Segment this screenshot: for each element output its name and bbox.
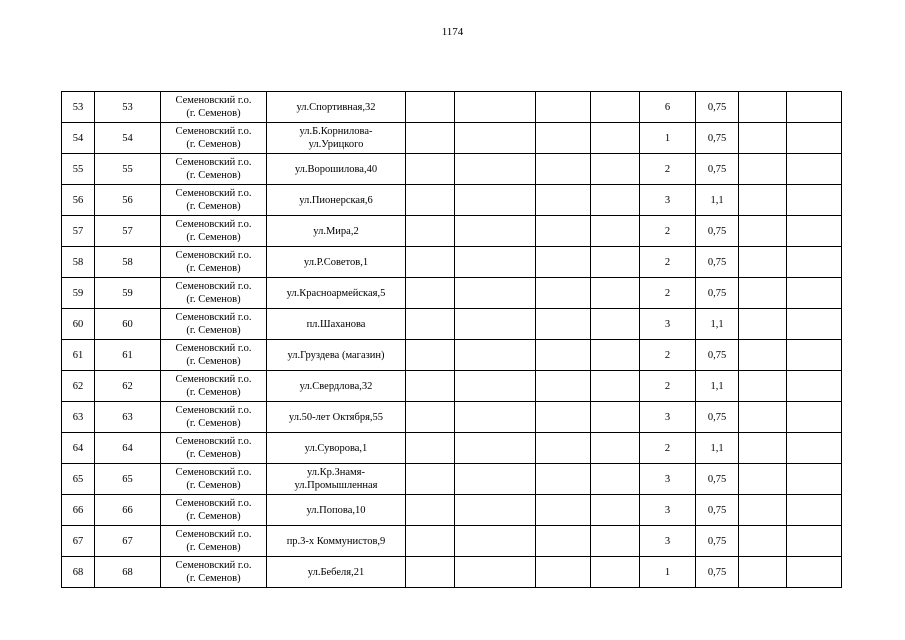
empty-cell	[787, 526, 842, 557]
row-number-cell: 57	[62, 216, 95, 247]
container-volume-cell: 1,1	[696, 309, 739, 340]
address-cell	[267, 123, 406, 154]
container-count-cell: 2	[640, 278, 696, 309]
empty-cell	[536, 278, 591, 309]
address-cell	[267, 464, 406, 495]
table-row	[62, 185, 842, 216]
container-count-cell: 2	[640, 433, 696, 464]
empty-cell	[406, 154, 455, 185]
empty-cell	[739, 557, 787, 588]
district-cell-line2: (г. Семенов)	[186, 387, 241, 398]
container-count-cell: 6	[640, 92, 696, 123]
empty-cell	[455, 464, 536, 495]
district-cell-line2: (г. Семенов)	[186, 139, 241, 150]
empty-cell	[787, 216, 842, 247]
container-volume-cell: 0,75	[696, 464, 739, 495]
address-cell	[267, 340, 406, 371]
site-id-cell: 57	[95, 216, 161, 247]
empty-cell	[591, 371, 640, 402]
address-cell-line2: ул.Урицкого	[308, 139, 364, 150]
empty-cell	[455, 92, 536, 123]
container-count-cell: 3	[640, 309, 696, 340]
empty-cell	[455, 557, 536, 588]
empty-cell	[591, 402, 640, 433]
district-cell-line1: Семеновский г.о.	[175, 436, 252, 447]
table-row	[62, 216, 842, 247]
table-row	[62, 123, 842, 154]
table-row	[62, 371, 842, 402]
empty-cell	[455, 123, 536, 154]
district-cell	[161, 278, 267, 309]
row-number-cell: 67	[62, 526, 95, 557]
empty-cell	[739, 433, 787, 464]
district-cell-line1: Семеновский г.о.	[175, 312, 252, 323]
page-number: 1174	[441, 26, 464, 38]
row-number-cell: 62	[62, 371, 95, 402]
district-cell-line1: Семеновский г.о.	[175, 219, 252, 230]
container-volume-cell: 1,1	[696, 371, 739, 402]
district-cell-line2: (г. Семенов)	[186, 170, 241, 181]
district-cell	[161, 371, 267, 402]
empty-cell	[787, 247, 842, 278]
empty-cell	[455, 340, 536, 371]
empty-cell	[591, 309, 640, 340]
district-cell-line1: Семеновский г.о.	[175, 405, 252, 416]
table-row	[62, 247, 842, 278]
district-cell	[161, 123, 267, 154]
container-count-cell: 1	[640, 557, 696, 588]
empty-cell	[406, 340, 455, 371]
address-cell	[267, 495, 406, 526]
empty-cell	[536, 123, 591, 154]
row-number-cell: 55	[62, 154, 95, 185]
address-cell	[267, 216, 406, 247]
empty-cell	[536, 216, 591, 247]
district-cell-line2: (г. Семенов)	[186, 201, 241, 212]
address-cell	[267, 309, 406, 340]
row-number-cell: 58	[62, 247, 95, 278]
empty-cell	[591, 123, 640, 154]
empty-cell	[455, 433, 536, 464]
table-row	[62, 402, 842, 433]
empty-cell	[739, 371, 787, 402]
address-cell-line1: ул.Красноармейская,5	[286, 287, 386, 299]
site-id-cell: 60	[95, 309, 161, 340]
site-id-cell: 61	[95, 340, 161, 371]
empty-cell	[787, 278, 842, 309]
address-cell-line1: пл.Шаханова	[306, 318, 366, 330]
container-volume-cell: 0,75	[696, 123, 739, 154]
container-volume-cell: 0,75	[696, 402, 739, 433]
district-cell-line2: (г. Семенов)	[186, 511, 241, 522]
empty-cell	[591, 247, 640, 278]
empty-cell	[591, 154, 640, 185]
empty-cell	[591, 557, 640, 588]
empty-cell	[406, 185, 455, 216]
container-volume-cell: 0,75	[696, 526, 739, 557]
container-volume-cell: 0,75	[696, 557, 739, 588]
district-cell-line2: (г. Семенов)	[186, 480, 241, 491]
container-volume-cell: 0,75	[696, 340, 739, 371]
empty-cell	[739, 216, 787, 247]
district-cell-line2: (г. Семенов)	[186, 108, 241, 119]
empty-cell	[406, 123, 455, 154]
empty-cell	[536, 526, 591, 557]
empty-cell	[406, 495, 455, 526]
empty-cell	[739, 247, 787, 278]
container-count-cell: 3	[640, 464, 696, 495]
site-id-cell: 63	[95, 402, 161, 433]
district-cell	[161, 495, 267, 526]
empty-cell	[406, 309, 455, 340]
container-volume-cell: 0,75	[696, 154, 739, 185]
empty-cell	[406, 247, 455, 278]
district-cell-line1: Семеновский г.о.	[175, 188, 252, 199]
registry-table	[61, 91, 842, 588]
empty-cell	[787, 557, 842, 588]
address-cell-line1: ул.Суворова,1	[304, 442, 368, 454]
empty-cell	[455, 309, 536, 340]
address-cell	[267, 154, 406, 185]
container-volume-cell: 0,75	[696, 278, 739, 309]
district-cell-line2: (г. Семенов)	[186, 542, 241, 553]
table-row	[62, 526, 842, 557]
district-cell-line1: Семеновский г.о.	[175, 250, 252, 261]
container-count-cell: 2	[640, 371, 696, 402]
address-cell-line1: ул.Бебеля,21	[307, 566, 365, 578]
table-row	[62, 340, 842, 371]
district-cell-line2: (г. Семенов)	[186, 573, 241, 584]
district-cell	[161, 92, 267, 123]
table-row	[62, 495, 842, 526]
container-volume-cell: 1,1	[696, 433, 739, 464]
empty-cell	[406, 371, 455, 402]
row-number-cell: 56	[62, 185, 95, 216]
empty-cell	[787, 371, 842, 402]
address-cell-line1: ул.Мира,2	[313, 225, 359, 237]
empty-cell	[787, 340, 842, 371]
container-volume-cell: 0,75	[696, 92, 739, 123]
empty-cell	[536, 309, 591, 340]
district-cell-line1: Семеновский г.о.	[175, 560, 252, 571]
empty-cell	[739, 340, 787, 371]
empty-cell	[787, 433, 842, 464]
empty-cell	[739, 278, 787, 309]
container-volume-cell: 0,75	[696, 247, 739, 278]
empty-cell	[536, 247, 591, 278]
empty-cell	[406, 402, 455, 433]
district-cell	[161, 557, 267, 588]
district-cell-line2: (г. Семенов)	[186, 325, 241, 336]
empty-cell	[406, 433, 455, 464]
district-cell-line1: Семеновский г.о.	[175, 529, 252, 540]
empty-cell	[455, 402, 536, 433]
site-id-cell: 64	[95, 433, 161, 464]
site-id-cell: 67	[95, 526, 161, 557]
address-cell-line1: ул.Р.Советов,1	[303, 256, 369, 268]
row-number-cell: 61	[62, 340, 95, 371]
district-cell-line2: (г. Семенов)	[186, 449, 241, 460]
empty-cell	[536, 402, 591, 433]
address-cell-line1: ул.Пионерская,6	[299, 194, 373, 206]
address-cell-line2: ул.Промышленная	[294, 480, 378, 491]
empty-cell	[739, 526, 787, 557]
container-count-cell: 1	[640, 123, 696, 154]
table-row	[62, 154, 842, 185]
empty-cell	[406, 557, 455, 588]
site-id-cell: 53	[95, 92, 161, 123]
empty-cell	[455, 247, 536, 278]
empty-cell	[455, 154, 536, 185]
district-cell	[161, 526, 267, 557]
empty-cell	[536, 495, 591, 526]
empty-cell	[787, 464, 842, 495]
container-count-cell: 3	[640, 526, 696, 557]
address-cell-line1: ул.Кр.Знамя-	[306, 467, 366, 478]
district-cell	[161, 216, 267, 247]
container-volume-cell: 1,1	[696, 185, 739, 216]
empty-cell	[536, 371, 591, 402]
table-row	[62, 278, 842, 309]
district-cell-line1: Семеновский г.о.	[175, 498, 252, 509]
district-cell-line1: Семеновский г.о.	[175, 343, 252, 354]
address-cell-line1: ул.Груздева (магазин)	[287, 349, 385, 361]
empty-cell	[787, 185, 842, 216]
container-count-cell: 2	[640, 247, 696, 278]
empty-cell	[455, 371, 536, 402]
container-count-cell: 3	[640, 495, 696, 526]
district-cell-line1: Семеновский г.о.	[175, 126, 252, 137]
district-cell	[161, 433, 267, 464]
row-number-cell: 68	[62, 557, 95, 588]
empty-cell	[536, 464, 591, 495]
district-cell-line1: Семеновский г.о.	[175, 157, 252, 168]
empty-cell	[591, 216, 640, 247]
empty-cell	[406, 526, 455, 557]
empty-cell	[536, 154, 591, 185]
district-cell-line1: Семеновский г.о.	[175, 281, 252, 292]
district-cell	[161, 309, 267, 340]
address-cell-line1: ул.Попова,10	[306, 504, 366, 516]
address-cell-line1: ул.Б.Корнилова-	[299, 126, 373, 137]
address-cell-line1: пр.3-х Коммунистов,9	[286, 535, 386, 547]
district-cell	[161, 340, 267, 371]
empty-cell	[406, 278, 455, 309]
container-count-cell: 3	[640, 402, 696, 433]
district-cell-line2: (г. Семенов)	[186, 356, 241, 367]
empty-cell	[406, 216, 455, 247]
container-count-cell: 3	[640, 185, 696, 216]
table-row	[62, 92, 842, 123]
empty-cell	[591, 185, 640, 216]
empty-cell	[455, 526, 536, 557]
empty-cell	[739, 185, 787, 216]
empty-cell	[591, 464, 640, 495]
address-cell	[267, 247, 406, 278]
empty-cell	[787, 92, 842, 123]
table-row	[62, 557, 842, 588]
row-number-cell: 65	[62, 464, 95, 495]
table-body	[62, 92, 842, 588]
container-volume-cell: 0,75	[696, 216, 739, 247]
address-cell	[267, 185, 406, 216]
empty-cell	[739, 464, 787, 495]
empty-cell	[739, 92, 787, 123]
district-cell-line2: (г. Семенов)	[186, 294, 241, 305]
empty-cell	[591, 495, 640, 526]
row-number-cell: 60	[62, 309, 95, 340]
empty-cell	[787, 123, 842, 154]
empty-cell	[787, 309, 842, 340]
empty-cell	[739, 309, 787, 340]
empty-cell	[591, 526, 640, 557]
empty-cell	[591, 433, 640, 464]
empty-cell	[536, 557, 591, 588]
site-id-cell: 58	[95, 247, 161, 278]
container-count-cell: 2	[640, 216, 696, 247]
address-cell	[267, 526, 406, 557]
site-id-cell: 55	[95, 154, 161, 185]
empty-cell	[455, 216, 536, 247]
empty-cell	[406, 92, 455, 123]
district-cell-line2: (г. Семенов)	[186, 418, 241, 429]
empty-cell	[739, 154, 787, 185]
empty-cell	[739, 402, 787, 433]
address-cell-line1: ул.Свердлова,32	[299, 380, 373, 392]
empty-cell	[739, 495, 787, 526]
address-cell	[267, 433, 406, 464]
district-cell-line1: Семеновский г.о.	[175, 467, 252, 478]
empty-cell	[455, 495, 536, 526]
empty-cell	[455, 278, 536, 309]
table-row	[62, 309, 842, 340]
district-cell	[161, 154, 267, 185]
site-id-cell: 62	[95, 371, 161, 402]
district-cell	[161, 185, 267, 216]
address-cell-line1: ул.Ворошилова,40	[294, 163, 378, 175]
district-cell-line1: Семеновский г.о.	[175, 95, 252, 106]
table-row	[62, 464, 842, 495]
district-cell-line1: Семеновский г.о.	[175, 374, 252, 385]
district-cell-line2: (г. Семенов)	[186, 232, 241, 243]
empty-cell	[787, 402, 842, 433]
empty-cell	[455, 185, 536, 216]
empty-cell	[591, 92, 640, 123]
container-volume-cell: 0,75	[696, 495, 739, 526]
container-count-cell: 2	[640, 154, 696, 185]
address-cell	[267, 371, 406, 402]
empty-cell	[591, 340, 640, 371]
site-id-cell: 66	[95, 495, 161, 526]
row-number-cell: 63	[62, 402, 95, 433]
row-number-cell: 66	[62, 495, 95, 526]
address-cell	[267, 557, 406, 588]
table-row	[62, 433, 842, 464]
empty-cell	[406, 464, 455, 495]
row-number-cell: 53	[62, 92, 95, 123]
site-id-cell: 59	[95, 278, 161, 309]
empty-cell	[739, 123, 787, 154]
address-cell	[267, 92, 406, 123]
address-cell-line1: ул.Спортивная,32	[296, 101, 376, 113]
district-cell-line2: (г. Семенов)	[186, 263, 241, 274]
empty-cell	[787, 495, 842, 526]
site-id-cell: 65	[95, 464, 161, 495]
address-cell	[267, 278, 406, 309]
empty-cell	[536, 185, 591, 216]
address-cell-line1: ул.50-лет Октября,55	[288, 411, 384, 423]
row-number-cell: 54	[62, 123, 95, 154]
empty-cell	[591, 278, 640, 309]
district-cell	[161, 247, 267, 278]
empty-cell	[787, 154, 842, 185]
row-number-cell: 64	[62, 433, 95, 464]
empty-cell	[536, 340, 591, 371]
address-cell	[267, 402, 406, 433]
site-id-cell: 68	[95, 557, 161, 588]
empty-cell	[536, 92, 591, 123]
site-id-cell: 56	[95, 185, 161, 216]
district-cell	[161, 464, 267, 495]
container-count-cell: 2	[640, 340, 696, 371]
empty-cell	[536, 433, 591, 464]
row-number-cell: 59	[62, 278, 95, 309]
site-id-cell: 54	[95, 123, 161, 154]
district-cell	[161, 402, 267, 433]
